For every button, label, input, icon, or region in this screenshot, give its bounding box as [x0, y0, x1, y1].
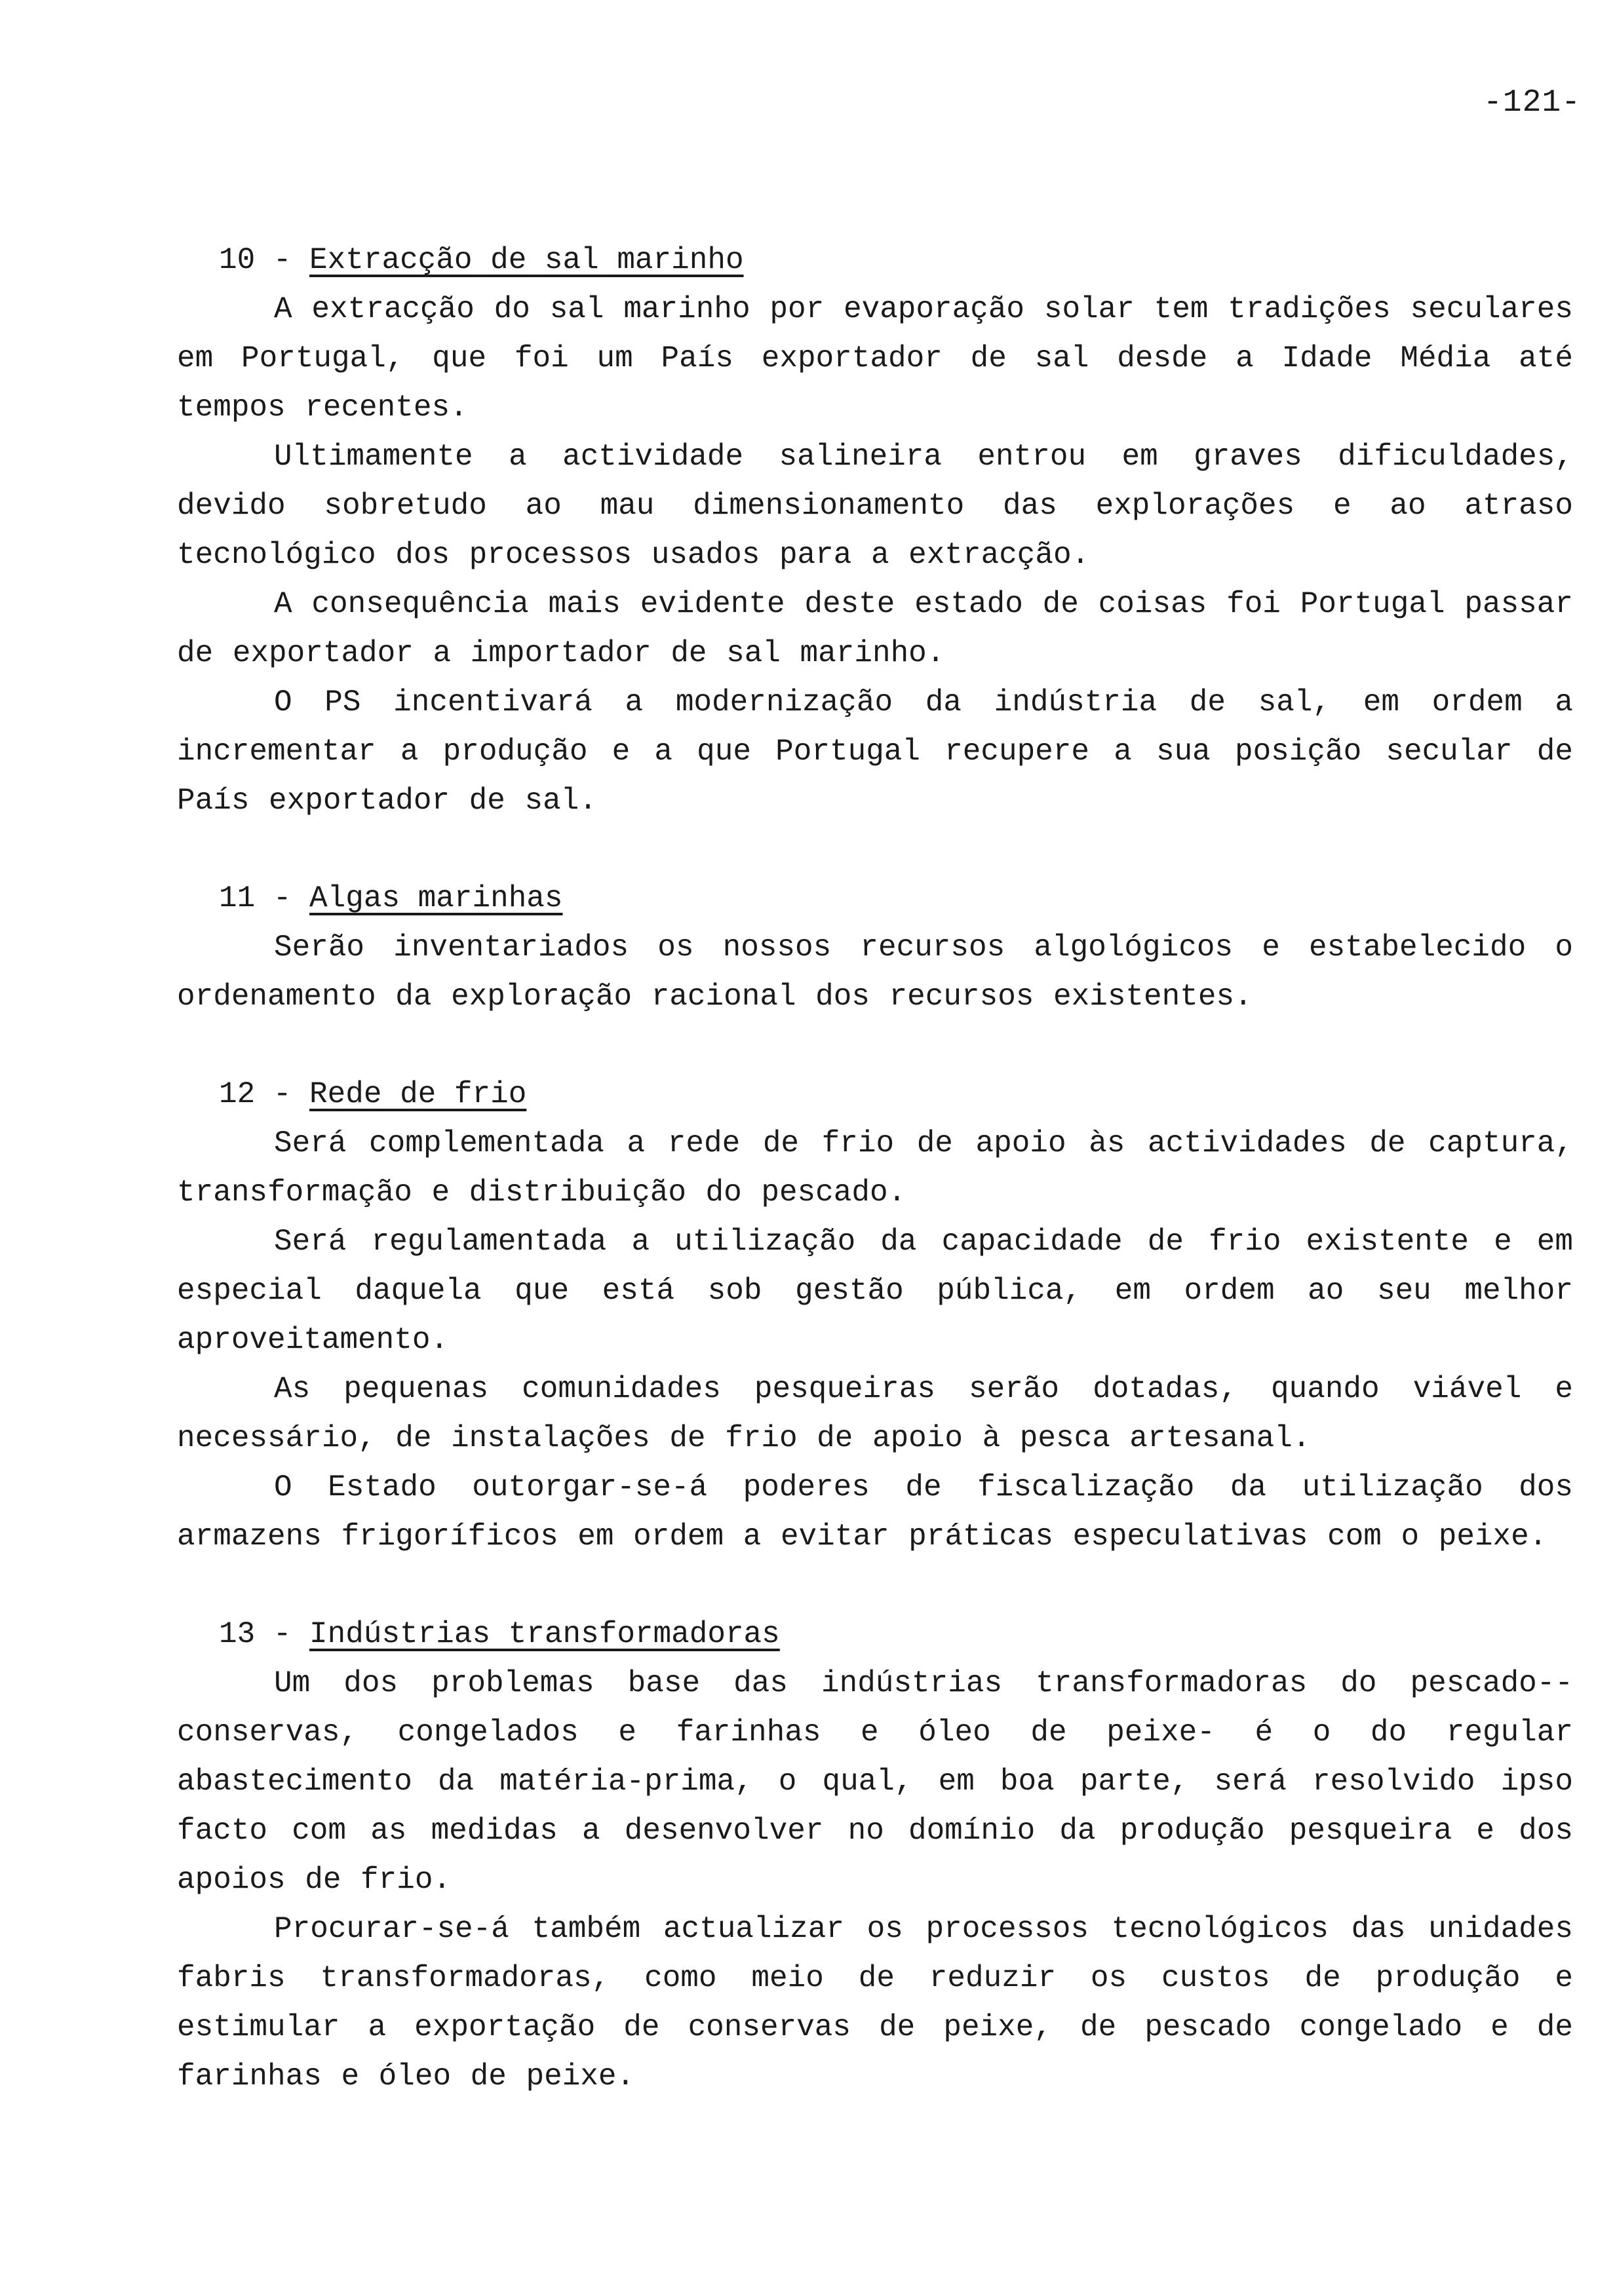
paragraph: Ultimamente a actividade salineira entrou em graves dificuldades, devido sobretudo ao mau dimensionamento das explorações e ao atraso tecnológico dos processos usados para a extracção.: [177, 440, 1573, 572]
section-heading: 13 - Indústrias transformadoras: [219, 1617, 780, 1651]
paragraph: O Estado outorgar-se-á poderes de fiscalização da utilização dos armazens frigoríficos em ordem a evitar práticas especulativas com o peixe.: [177, 1470, 1573, 1554]
section-13: [177, 1610, 1573, 2101]
section-heading: 12 - Rede de frio: [219, 1077, 527, 1111]
paragraph: A extracção do sal marinho por evaporação solar tem tradições seculares em Portugal, que foi um País exportador de sal desde a Idade Média até tempos recentes.: [177, 292, 1573, 425]
paragraph: O PS incentivará a modernização da indústria de sal, em ordem a incrementar a produção e a que Portugal recupere a sua posição secular de País exportador de sal.: [177, 685, 1573, 818]
document-body: [177, 236, 1573, 2150]
paragraph: Serão inventariados os nossos recursos algológicos e estabelecido o ordenamento da exploração racional dos recursos existentes.: [177, 930, 1573, 1014]
page-number: -121-: [1483, 85, 1581, 121]
section-title: Algas marinhas: [309, 881, 563, 915]
paragraph: Um dos problemas base das indústrias transformadoras do pescado--conservas, congelados e farinhas e óleo de peixe- é o do regular abastecimento da matéria-prima, o qual, em boa parte, será resolvido ipso facto com as medidas a desenvolver no domínio da produção pesqueira e dos apoios de frio.: [177, 1666, 1573, 1897]
paragraph: Será regulamentada a utilização da capacidade de frio existente e em especial daquela que está sob gestão pública, em ordem ao seu melhor aproveitamento.: [177, 1225, 1573, 1357]
paragraph: Será complementada a rede de frio de apoio às actividades de captura, transformação e distribuição do pescado.: [177, 1126, 1573, 1210]
section-number: 12: [219, 1077, 256, 1111]
section-11: [177, 874, 1573, 1022]
paragraph: A consequência mais evidente deste estado de coisas foi Portugal passar de exportador a importador de sal marinho.: [177, 587, 1573, 670]
section-title: Extracção de sal marinho: [309, 243, 744, 277]
section-number: 13: [219, 1617, 256, 1651]
section-10: [177, 236, 1573, 826]
section-title: Rede de frio: [309, 1077, 527, 1111]
section-heading: 11 - Algas marinhas: [219, 881, 563, 915]
paragraph: Procurar-se-á também actualizar os processos tecnológicos das unidades fabris transformadoras, como meio de reduzir os custos de produção e estimular a exportação de conservas de peixe, de pescado congelado e de farinhas e óleo de peixe.: [177, 1912, 1573, 2094]
paragraph: As pequenas comunidades pesqueiras serão dotadas, quando viável e necessário, de instalações de frio de apoio à pesca artesanal.: [177, 1372, 1573, 1455]
section-number: 10: [219, 243, 256, 277]
section-title: Indústrias transformadoras: [309, 1617, 780, 1651]
section-number: 11: [219, 881, 256, 915]
section-heading: 10 - Extracção de sal marinho: [219, 243, 744, 277]
section-12: [177, 1070, 1573, 1561]
